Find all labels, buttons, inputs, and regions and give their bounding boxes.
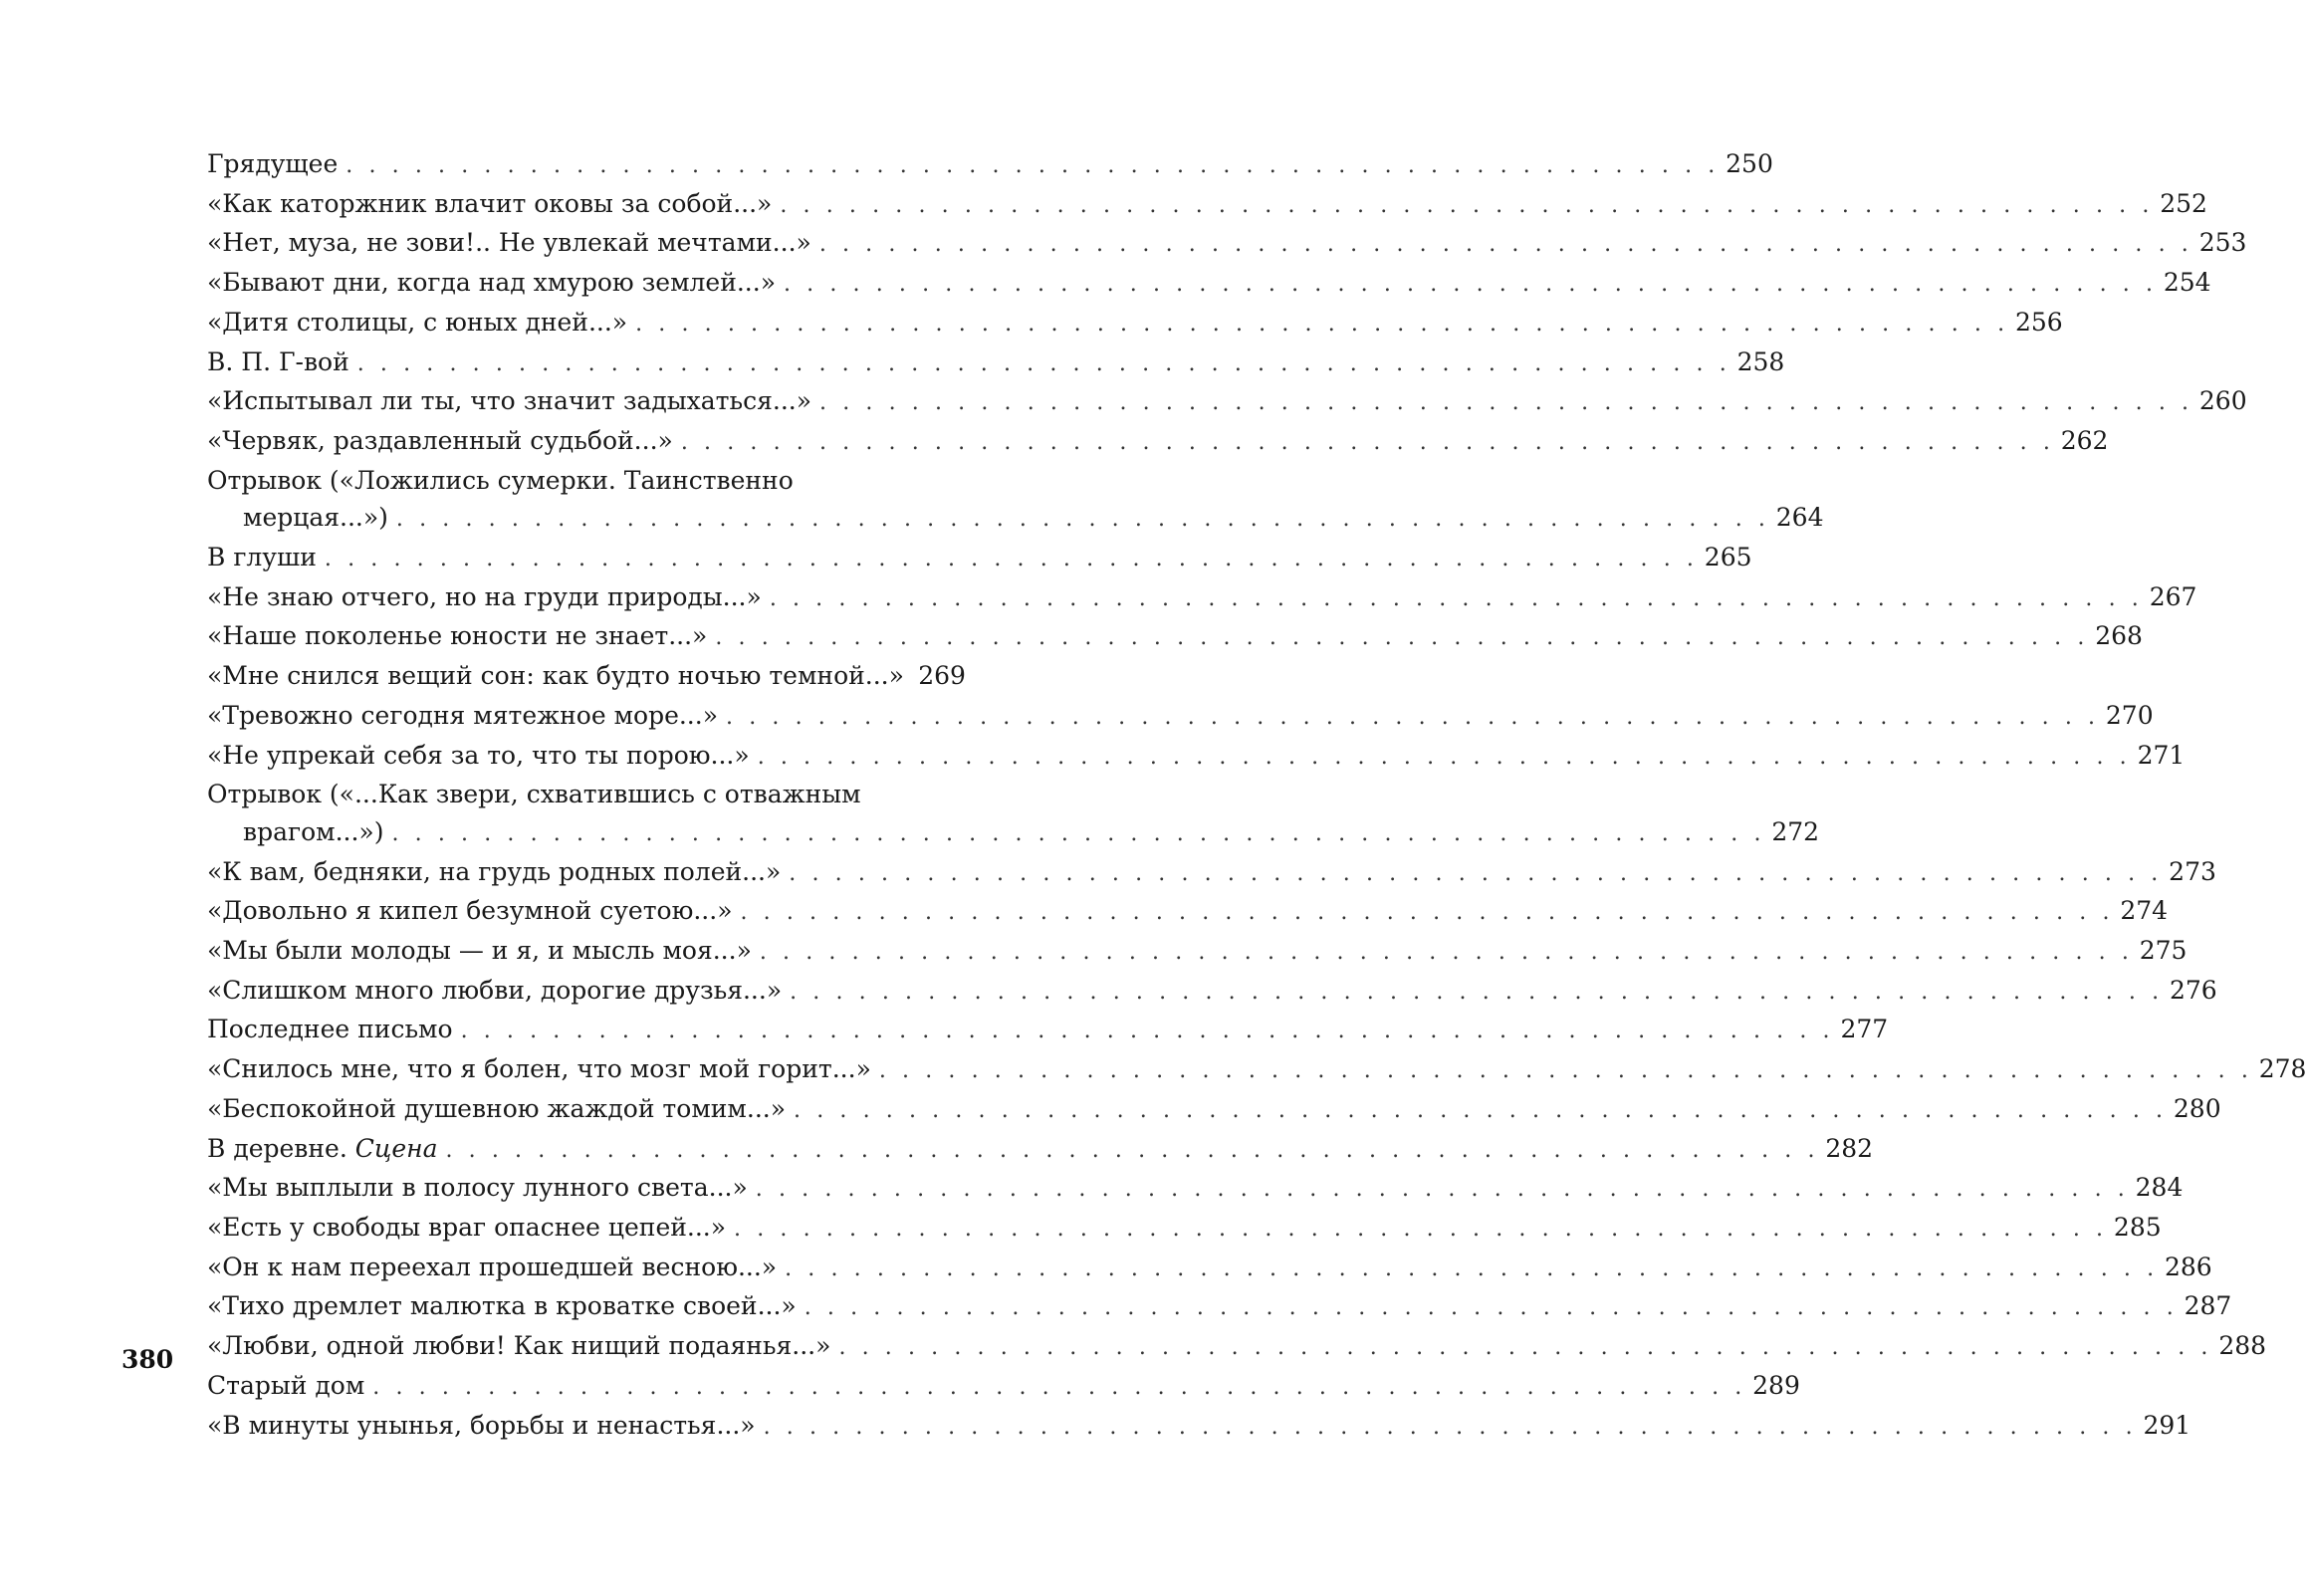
- toc-entry-page: 286: [2164, 1252, 2212, 1281]
- toc-entry-title: Отрывок («Ложились сумерки. Таинственно: [207, 465, 794, 495]
- toc-entry-page: 270: [2105, 700, 2154, 730]
- dot-leader: . . . . . . . . . . . . . . . . . . . . . . . . . . . . . . . . . . . . . . . . . . . . . . . . . . . . . . . . . . . .: [794, 1097, 2168, 1123]
- dot-leader: . . . . . . . . . . . . . . . . . . . . . . . . . . . . . . . . . . . . . . . . . . . . . . . . . . . . . . . . . . . .: [785, 1255, 2159, 1281]
- toc-entry-page: 264: [1775, 503, 1824, 533]
- toc-entry[interactable]: [207, 776, 1820, 852]
- toc-entry[interactable]: [207, 343, 1785, 383]
- toc-entry-page: 288: [2218, 1331, 2267, 1361]
- toc-entry[interactable]: [207, 697, 2154, 737]
- toc-entry-page: 273: [2169, 856, 2216, 886]
- toc-entry[interactable]: [207, 1169, 2184, 1209]
- toc-entry-title: В. П. Г-вой: [207, 346, 349, 376]
- toc-entry-title: «Снилось мне, что я болен, что мозг мой горит...»: [207, 1054, 871, 1084]
- toc-entry-title: «Мы выплыли в полосу лунного света...»: [207, 1173, 748, 1203]
- toc-entry-page: 272: [1771, 816, 1820, 846]
- dot-leader: . . . . . . . . . . . . . . . . . . . . . . . . . . . . . . . . . . . . . . . . . . . . . . . . . . . . . . . . . . . .: [726, 704, 2100, 730]
- dot-leader: . . . . . . . . . . . . . . . . . . . . . . . . . . . . . . . . . . . . . . . . . . . . . . . . . . . . . . . . . . . .: [680, 429, 2055, 455]
- dot-leader: . . . . . . . . . . . . . . . . . . . . . . . . . . . . . . . . . . . . . . . . . . . . . . . . . . . . . . . . . . . .: [324, 547, 1699, 572]
- toc-entry-page: 258: [1736, 346, 1785, 376]
- toc-entry[interactable]: [207, 972, 2217, 1012]
- toc-entry-title: «Червяк, раздавленный судьбой...»: [207, 425, 673, 455]
- toc-entry-page: 265: [1704, 543, 1752, 572]
- toc-entry[interactable]: [207, 1209, 2162, 1249]
- toc-entry-page: 254: [2163, 268, 2211, 298]
- toc-entry-title: «К вам, бедняки, на грудь родных полей...»: [207, 856, 782, 886]
- toc-entry-title: Старый дом: [207, 1370, 365, 1400]
- toc-entry-page: 277: [1840, 1015, 1889, 1044]
- dot-leader: . . . . . . . . . . . . . . . . . . . . . . . . . . . . . . . . . . . . . . . . . . . . . . . . . . . . . . . . . . . .: [759, 940, 2134, 966]
- dot-leader: . . . . . . . . . . . . . . . . . . . . . . . . . . . . . . . . . . . . . . . . . . . . . . . . . . . . . . . . . . . .: [819, 390, 2193, 416]
- toc-entry[interactable]: [207, 304, 2063, 343]
- page-number: 380: [121, 1345, 174, 1374]
- toc-entry-title: «В минуты унынья, борьбы и ненастья...»: [207, 1410, 756, 1440]
- dot-leader: . . . . . . . . . . . . . . . . . . . . . . . . . . . . . . . . . . . . . . . . . . . . . . . . . . . . . . . . . . . .: [818, 232, 2193, 258]
- toc-entry-title: «Есть у свободы враг опаснее цепей...»: [207, 1212, 727, 1242]
- toc-entry-page: 278: [2258, 1054, 2306, 1084]
- toc-entry-title: «Тихо дремлет малютка в кроватке своей...»: [207, 1291, 797, 1321]
- dot-leader: . . . . . . . . . . . . . . . . . . . . . . . . . . . . . . . . . . . . . . . . . . . . . . . . . . . . . . . . . . . .: [372, 1374, 1746, 1400]
- toc-entry-page: 250: [1726, 149, 1773, 178]
- toc-entry-title: «Бывают дни, когда над хмурою землей...»: [207, 268, 776, 298]
- toc-entry[interactable]: [207, 539, 1752, 578]
- toc-entry-page: 287: [2184, 1291, 2232, 1321]
- dot-leader: . . . . . . . . . . . . . . . . . . . . . . . . . . . . . . . . . . . . . . . . . . . . . . . . . . . . . . . . . . . .: [740, 900, 2115, 926]
- toc-entry[interactable]: [207, 145, 1773, 185]
- toc-entry[interactable]: [207, 1011, 1889, 1050]
- dot-leader: . . . . . . . . . . . . . . . . . . . . . . . . . . . . . . . . . . . . . . . . . . . . . . . . . . . . . . . . . . . .: [784, 272, 2158, 298]
- toc-entry-title: Грядущее: [207, 149, 339, 178]
- toc-entry-subtitle: Сцена: [354, 1133, 438, 1163]
- toc-entry-title: «Тревожно сегодня мятежное море...»: [207, 700, 719, 730]
- toc-entry[interactable]: [207, 224, 2247, 264]
- dot-leader: . . . . . . . . . . . . . . . . . . . . . . . . . . . . . . . . . . . . . . . . . . . . . . . . . . . . . . . . . . . .: [460, 1019, 1835, 1044]
- dot-leader: . . . . . . . . . . . . . . . . . . . . . . . . . . . . . . . . . . . . . . . . . . . . . . . . . . . . . . . . . . . .: [395, 507, 1770, 533]
- toc-entry-page: 267: [2149, 581, 2197, 611]
- toc-entry-page: 284: [2135, 1173, 2184, 1203]
- toc-entry-page: 271: [2137, 740, 2186, 770]
- toc-entry-title: «Испытывал ли ты, что значит задыхаться...»: [207, 386, 812, 416]
- toc-entry-title: Последнее письмо: [207, 1015, 453, 1044]
- toc-entry-title: «Не упрекай себя за то, что ты порою...»: [207, 740, 750, 770]
- toc-entry-page: 262: [2060, 425, 2109, 455]
- toc-entry-page: 291: [2143, 1410, 2191, 1440]
- toc-entry[interactable]: [207, 422, 2109, 462]
- toc-entry[interactable]: [207, 932, 2188, 972]
- toc-entry-page: 274: [2120, 896, 2169, 926]
- toc-entry-title: «Дитя столицы, с юных дней...»: [207, 307, 628, 337]
- toc-entry-page: 289: [1752, 1370, 1800, 1400]
- toc-entry-title: «Мне снился вещий сон: как будто ночью темной...»: [207, 661, 904, 691]
- toc-entry-title: «Довольно я кипел безумной суетою...»: [207, 896, 733, 926]
- toc-entry-title-continued: мерцая...»): [243, 503, 388, 533]
- toc-entry-title: «Нет, муза, не зови!.. Не увлекай мечтами...»: [207, 228, 811, 258]
- toc-entry[interactable]: [207, 853, 2216, 893]
- toc-entry-title: Отрывок («...Как звери, схватившись с отважным: [207, 780, 861, 809]
- dot-leader: . . . . . . . . . . . . . . . . . . . . . . . . . . . . . . . . . . . . . . . . . . . . . . . . . . . . . . . . . . . .: [757, 744, 2132, 770]
- toc-entry-page: 268: [2095, 621, 2143, 651]
- toc-entry-title: «Он к нам переехал прошедшей весною...»: [207, 1252, 778, 1281]
- toc-entry[interactable]: [207, 1090, 2221, 1130]
- dot-leader: . . . . . . . . . . . . . . . . . . . . . . . . . . . . . . . . . . . . . . . . . . . . . . . . . . . . . . . . . . . .: [769, 585, 2144, 611]
- table-of-contents: [207, 145, 2306, 1446]
- toc-entry-page: 280: [2173, 1093, 2221, 1123]
- toc-entry-title: «Наше поколенье юности не знает...»: [207, 621, 708, 651]
- toc-entry-page: 269: [918, 661, 966, 691]
- toc-entry-page: 275: [2139, 936, 2188, 966]
- dot-leader: . . . . . . . . . . . . . . . . . . . . . . . . . . . . . . . . . . . . . . . . . . . . . . . . . . . . . . . . . . . .: [755, 1177, 2130, 1203]
- toc-entry-title: «Мы были молоды — и я, и мысль моя...»: [207, 936, 752, 966]
- toc-entry[interactable]: [207, 892, 2169, 932]
- toc-entry[interactable]: [207, 185, 2207, 225]
- dot-leader: . . . . . . . . . . . . . . . . . . . . . . . . . . . . . . . . . . . . . . . . . . . . . . . . . . . . . . . . . . . .: [445, 1137, 1820, 1163]
- dot-leader: . . . . . . . . . . . . . . . . . . . . . . . . . . . . . . . . . . . . . . . . . . . . . . . . . . . . . . . . . . . .: [356, 350, 1731, 376]
- dot-leader: . . . . . . . . . . . . . . . . . . . . . . . . . . . . . . . . . . . . . . . . . . . . . . . . . . . . . . . . . . . .: [635, 311, 2009, 337]
- dot-leader: . . . . . . . . . . . . . . . . . . . . . . . . . . . . . . . . . . . . . . . . . . . . . . . . . . . . . . . . . . . .: [878, 1058, 2253, 1084]
- dot-leader: . . . . . . . . . . . . . . . . . . . . . . . . . . . . . . . . . . . . . . . . . . . . . . . . . . . . . . . . . . . .: [790, 979, 2164, 1005]
- toc-entry-title: В глуши: [207, 543, 317, 572]
- toc-entry[interactable]: [207, 1050, 2306, 1090]
- dot-leader: . . . . . . . . . . . . . . . . . . . . . . . . . . . . . . . . . . . . . . . . . . . . . . . . . . . . . . . . . . . .: [838, 1335, 2213, 1361]
- toc-entry-title: «Любви, одной любви! Как нищий подаянья...»: [207, 1331, 831, 1361]
- dot-leader: . . . . . . . . . . . . . . . . . . . . . . . . . . . . . . . . . . . . . . . . . . . . . . . . . . . . . . . . . . . .: [391, 820, 1766, 846]
- toc-entry-title: В деревне.: [207, 1133, 347, 1163]
- dot-leader: . . . . . . . . . . . . . . . . . . . . . . . . . . . . . . . . . . . . . . . . . . . . . . . . . . . . . . . . . . . .: [780, 192, 2154, 218]
- toc-entry[interactable]: [207, 382, 2247, 422]
- toc-entry-page: 253: [2198, 228, 2247, 258]
- toc-entry[interactable]: [207, 578, 2197, 618]
- toc-entry[interactable]: [207, 462, 1824, 539]
- toc-entry[interactable]: [207, 737, 2186, 777]
- toc-entry-page: 260: [2198, 386, 2247, 416]
- toc-entry-page: 256: [2014, 307, 2063, 337]
- toc-entry-title: «Как каторжник влачит оковы за собой...»: [207, 188, 773, 218]
- dot-leader: . . . . . . . . . . . . . . . . . . . . . . . . . . . . . . . . . . . . . . . . . . . . . . . . . . . . . . . . . . . .: [715, 625, 2089, 651]
- dot-leader: . . . . . . . . . . . . . . . . . . . . . . . . . . . . . . . . . . . . . . . . . . . . . . . . . . . . . . . . . . . .: [763, 1414, 2138, 1440]
- dot-leader: . . . . . . . . . . . . . . . . . . . . . . . . . . . . . . . . . . . . . . . . . . . . . . . . . . . . . . . . . . . .: [734, 1216, 2108, 1242]
- toc-entry-page: 282: [1825, 1133, 1874, 1163]
- toc-entry-title: «Не знаю отчего, но на груди природы...»: [207, 581, 762, 611]
- dot-leader: . . . . . . . . . . . . . . . . . . . . . . . . . . . . . . . . . . . . . . . . . . . . . . . . . . . . . . . . . . . .: [789, 860, 2163, 886]
- toc-entry[interactable]: [207, 264, 2211, 304]
- toc-entry[interactable]: [207, 1367, 1800, 1407]
- toc-entry[interactable]: [207, 1130, 1874, 1170]
- dot-leader: . . . . . . . . . . . . . . . . . . . . . . . . . . . . . . . . . . . . . . . . . . . . . . . . . . . . . . . . . . . .: [804, 1295, 2179, 1321]
- toc-entry-page: 252: [2160, 188, 2207, 218]
- toc-entry[interactable]: [207, 617, 2143, 657]
- toc-entry-title: «Слишком много любви, дорогие друзья...»: [207, 975, 783, 1005]
- toc-entry[interactable]: [207, 1249, 2212, 1288]
- toc-entry-title-continued: врагом...»): [243, 816, 384, 846]
- toc-entry[interactable]: [207, 657, 966, 697]
- dot-leader: . . . . . . . . . . . . . . . . . . . . . . . . . . . . . . . . . . . . . . . . . . . . . . . . . . . . . . . . . . . .: [346, 153, 1720, 178]
- toc-entry[interactable]: [207, 1287, 2232, 1327]
- toc-entry[interactable]: [207, 1407, 2191, 1447]
- toc-entry-title: «Беспокойной душевною жаждой томим...»: [207, 1093, 787, 1123]
- toc-entry[interactable]: [207, 1327, 2267, 1367]
- toc-entry-page: 276: [2170, 975, 2217, 1005]
- toc-entry-page: 285: [2113, 1212, 2162, 1242]
